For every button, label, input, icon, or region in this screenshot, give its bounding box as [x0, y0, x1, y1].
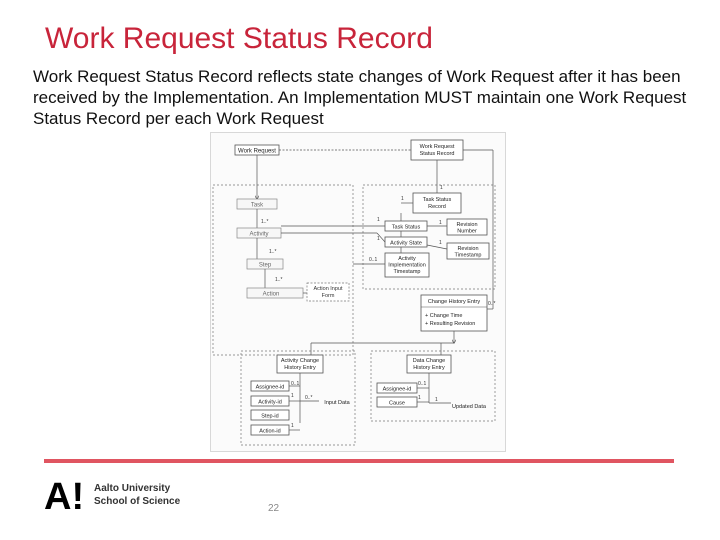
definition-container: [213, 185, 353, 355]
task-status-record-label-1: Task Status: [422, 197, 452, 203]
dch-assignee-id-label: Assignee-id: [382, 386, 412, 393]
ach-action-mult: 1: [291, 423, 294, 429]
task-status-label: Task Status: [391, 224, 421, 231]
change-history-entry-label: Change History Entry: [427, 299, 481, 305]
revision-timestamp-class: [447, 243, 489, 259]
step-label: Step: [258, 262, 272, 269]
updated-data-mult: 1: [435, 397, 438, 403]
activity-class: [237, 228, 281, 238]
state-timestamp-line: [427, 245, 447, 249]
activity-state-class: [385, 237, 427, 247]
status-record-class: [411, 140, 463, 160]
task-status-mult: 1: [377, 217, 380, 223]
page-number: 22: [268, 503, 280, 514]
work-request-label: Work Request: [238, 148, 276, 155]
slide-title: Work Request Status Record: [45, 22, 433, 55]
task-activity-mult: 1..*: [261, 219, 269, 225]
activity-impl-timestamp-label-3: Timestamp: [393, 269, 421, 275]
activity-impl-timestamp-label-1: Activity: [398, 256, 416, 262]
footer-divider: [44, 459, 674, 463]
uml-diagram: [210, 132, 506, 452]
activity-impl-mult: 0..1: [369, 257, 378, 263]
activity-impl-timestamp-label-2: Implementation: [388, 262, 426, 269]
input-data-class: [324, 400, 350, 406]
updated-data-class: [452, 404, 487, 410]
revision-timestamp-label-1: Revision: [457, 246, 479, 252]
aalto-logo-school: School of Science: [94, 496, 181, 507]
action-input-form-label-2: Form: [321, 293, 335, 299]
data-change-history-class: [407, 355, 451, 373]
revision-number-mult: 1: [439, 220, 442, 226]
dch-assignee-id-class: [377, 383, 417, 393]
ach-step-id-class: [251, 410, 289, 420]
slide-body-text: Work Request Status Record reflects state changes of Work Request after it has been received by the Implementation. An Implementation MUST maintain one Work Request Status Record per each Work Request: [33, 67, 687, 128]
task-status-record-class: [413, 193, 461, 213]
status-record-label-1: Work Request: [419, 144, 455, 150]
change-history-mult: 0..*: [488, 301, 496, 307]
record-task-status-mult: 1: [440, 185, 443, 191]
aalto-logo-mark: A!: [44, 476, 85, 518]
activity-impl-timestamp-class: [385, 253, 429, 277]
dch-assignee-mult: 0..1: [418, 381, 427, 387]
updated-data-label: Updated Data: [452, 404, 486, 410]
activity-state-label: Activity State: [390, 240, 422, 247]
ach-assignee-id-class: [251, 381, 289, 391]
input-data-label: Input Data: [324, 400, 350, 406]
ach-activity-id-class: [251, 396, 289, 406]
activity-label: Activity: [249, 231, 269, 238]
ach-action-id-class: [251, 425, 289, 435]
revision-timestamp-label-2: Timestamp: [454, 252, 482, 259]
revision-number-label-1: Revision: [456, 222, 478, 228]
activity-change-history-label-1: Activity Change: [280, 358, 320, 364]
uml-diagram-svg: [211, 133, 505, 451]
change-history-entry-class: [421, 295, 487, 331]
change-history-field-1: + Change Time: [425, 313, 463, 319]
task-class: [237, 199, 277, 209]
data-change-history-label-2: History Entry: [413, 365, 445, 371]
aalto-logo-university: Aalto University: [94, 483, 171, 494]
revision-number-label-2: Number: [457, 228, 477, 235]
revision-timestamp-mult: 1: [439, 240, 442, 246]
task-status-record-label-2: Record: [428, 204, 446, 210]
action-input-form-label-1: Action Input: [313, 286, 343, 292]
aalto-logo: [44, 478, 244, 518]
action-label: Action: [262, 291, 280, 298]
work-request-class: [235, 145, 279, 155]
activity-state-mult: 1: [377, 236, 380, 242]
dch-cause-mult: 1: [418, 395, 421, 401]
action-class: [247, 288, 303, 298]
task-status-class: [385, 221, 427, 231]
ach-action-id-label: Action-id: [259, 428, 281, 435]
task-status-record-mult: 1: [401, 196, 404, 202]
ach-activity-id-label: Activity-id: [258, 399, 282, 406]
ach-assignee-id-label: Assignee-id: [255, 384, 285, 391]
data-change-history-label-1: Data Change: [412, 358, 446, 364]
revision-number-class: [447, 219, 487, 235]
action-input-form-class: [307, 283, 349, 301]
task-label: Task: [250, 202, 264, 209]
input-data-mult: 0..*: [305, 395, 313, 401]
activity-change-history-label-2: History Entry: [284, 365, 316, 371]
activity-step-mult: 1..*: [269, 249, 277, 255]
step-action-mult: 1..*: [275, 277, 283, 283]
step-class: [247, 259, 283, 269]
ach-step-id-label: Step-id: [261, 413, 279, 420]
dch-cause-class: [377, 397, 417, 407]
ach-activity-mult: 1: [291, 393, 294, 399]
dch-cause-label: Cause: [389, 400, 405, 407]
ach-assignee-mult: 0..1: [291, 381, 300, 387]
change-history-field-2: + Resulting Revision: [425, 321, 476, 327]
status-record-label-2: Status Record: [419, 151, 455, 157]
activity-change-history-class: [277, 355, 323, 373]
